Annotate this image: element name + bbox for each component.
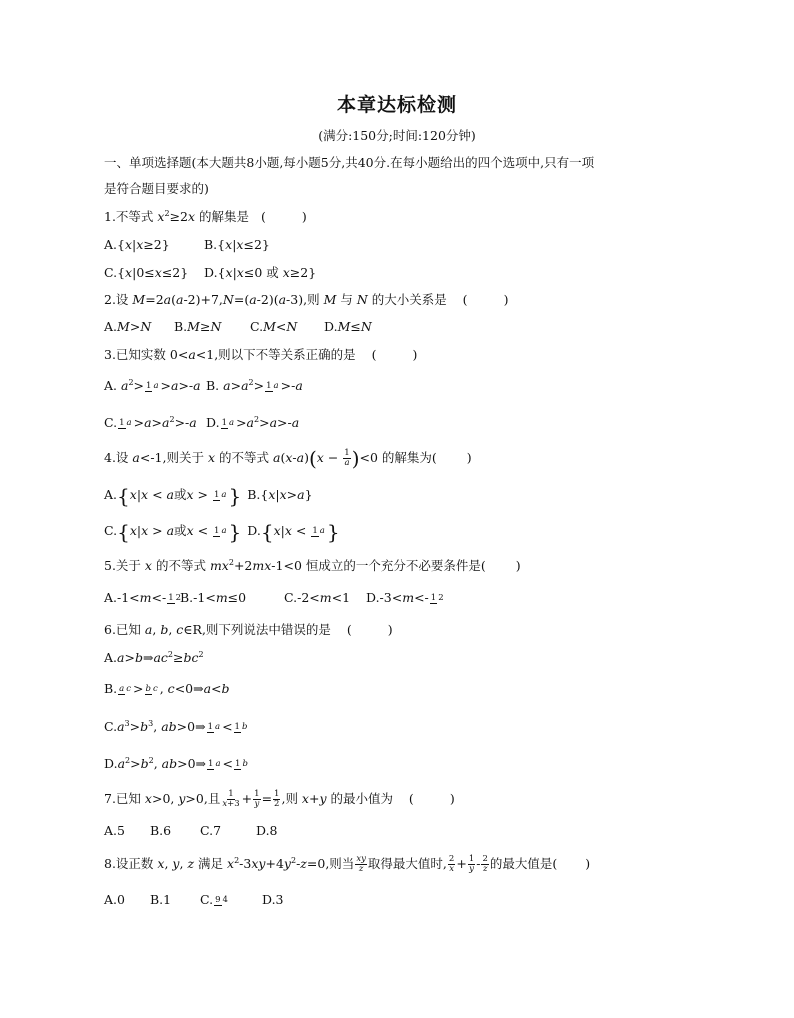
question-7-options xyxy=(104,822,278,840)
question-3-options-row2 xyxy=(104,414,299,432)
option-6b[interactable]: B. a c > b c , c<0⇒a<b xyxy=(104,681,230,696)
option-1b[interactable]: B.{x|x≤2} xyxy=(204,237,270,252)
option-8a[interactable]: A.0 xyxy=(104,892,125,907)
question-5-options xyxy=(104,589,446,607)
option-5a[interactable]: A.-1<m<- 1 2 xyxy=(104,590,182,605)
option-3d[interactable]: D. 1 $a >a^2>a>-a$ xyxy=(206,415,300,430)
question-7-stem: 7.已知 x>0, y>0,且 $\frac{1}{x+3}$ + $\frac{1}{y}$ = $\frac{1}{2}$ ,则 x+y 的最小值为 ( ) xyxy=(104,789,455,809)
section-heading-line2: 是符合题目要求的) xyxy=(104,181,209,196)
option-4a[interactable]: A.{x|x < a或x > 1 a } xyxy=(104,483,242,508)
page-title: 本章达标检测 xyxy=(336,94,457,116)
question-3-options xyxy=(104,377,303,395)
question-3-stem: 3.已知实数 0<a<1,则以下不等关系正确的是 ( ) xyxy=(104,347,418,362)
question-5-stem: 5.关于 x 的不等式 $mx^2+2mx-1<0$ 恒成立的一个充分不必要条件是( ) xyxy=(104,558,521,573)
option-6d[interactable]: $D.a^2>b^2$, ab>0⇒ 1 a < 1 b xyxy=(104,756,248,771)
question-4-stem: 4.设 a<-1,则关于 x 的不等式 a(x-a)(x − $\frac{1}{a}$ )<0 的解集为( ) xyxy=(104,446,472,471)
question-1-stem: 1.不等式 $x^2\ge 2x$ 的解集是 ( ) xyxy=(104,209,307,224)
option-3b[interactable]: B. $a>a^2> 1$ a >-a xyxy=(206,378,303,393)
option-1d[interactable]: D.{x|x≤0 或 x≥2} xyxy=(204,265,317,280)
option-4c[interactable]: C.{x|x > a或x < 1 a } xyxy=(104,519,242,544)
option-3a[interactable]: A. $a^2> 1$ a >a>-a xyxy=(104,378,201,393)
option-5b[interactable]: B.-1<m≤0 xyxy=(180,590,247,605)
option-2c[interactable]: C.M<N xyxy=(250,319,298,334)
section-heading-line1: 一、单项选择题(本大题共8小题,每小题5分,共40分.在每小题给出的四个选项中,只有一项 xyxy=(104,155,595,170)
question-6-stem: 6.已知 a, b, c∈R,则下列说法中错误的是 ( ) xyxy=(104,622,393,637)
option-6a[interactable]: $A.a>b\Rightarrow ac^2\ge bc^2$ xyxy=(104,650,204,665)
question-8-stem: 8.设正数 x, y, z 满足 $x^2-3xy+4y^2-z=0$,则当 $\frac{xy}{z}$ 取得最大值时, $\frac{2}{x}$ + $\frac{1}{y}$ - $\frac{2}{z}$ 的最大值是( ) xyxy=(104,854,591,874)
option-2d[interactable]: D.M≤N xyxy=(324,319,372,334)
option-8c[interactable]: C. 9 4 xyxy=(200,892,228,907)
option-5d[interactable]: D.-3<m<- 1 2 xyxy=(366,590,444,605)
option-7b[interactable]: B.6 xyxy=(150,823,172,838)
option-2a[interactable]: A.M>N xyxy=(104,319,152,334)
option-4d[interactable]: D.{x|x < 1 a } xyxy=(247,519,340,544)
question-8-options xyxy=(104,891,284,909)
question-2-options xyxy=(104,318,372,336)
option-1a[interactable]: A.{x|x≥2} xyxy=(104,237,170,252)
question-2-stem: 2.设 M=2a(a-2)+7,N=(a-2)(a-3),则 M 与 N 的大小关系是 ( ) xyxy=(104,292,509,307)
question-4-options-row2 xyxy=(104,519,340,544)
option-5c[interactable]: C.-2<m<1 xyxy=(284,590,351,605)
option-8d[interactable]: D.3 xyxy=(262,892,284,907)
option-3c[interactable]: C. 1 $a >a>a^2>-a$ xyxy=(104,415,197,430)
question-4-options xyxy=(104,483,313,508)
option-1c[interactable]: C.{x|0≤x≤2} xyxy=(104,265,189,280)
option-8b[interactable]: B.1 xyxy=(150,892,172,907)
question-1-options-row2 xyxy=(104,264,316,282)
option-6c[interactable]: $C.a^3>b^3$, ab>0⇒ 1 a < 1 b xyxy=(104,719,248,734)
option-2b[interactable]: B.M≥N xyxy=(174,319,222,334)
option-7d[interactable]: D.8 xyxy=(256,823,278,838)
option-7a[interactable]: A.5 xyxy=(104,823,125,838)
option-4b[interactable]: B.{x|x>a} xyxy=(247,487,313,502)
question-1-options xyxy=(104,236,270,254)
exam-subtitle: (满分:150分;时间:120分钟) xyxy=(318,128,476,143)
option-7c[interactable]: C.7 xyxy=(200,823,222,838)
